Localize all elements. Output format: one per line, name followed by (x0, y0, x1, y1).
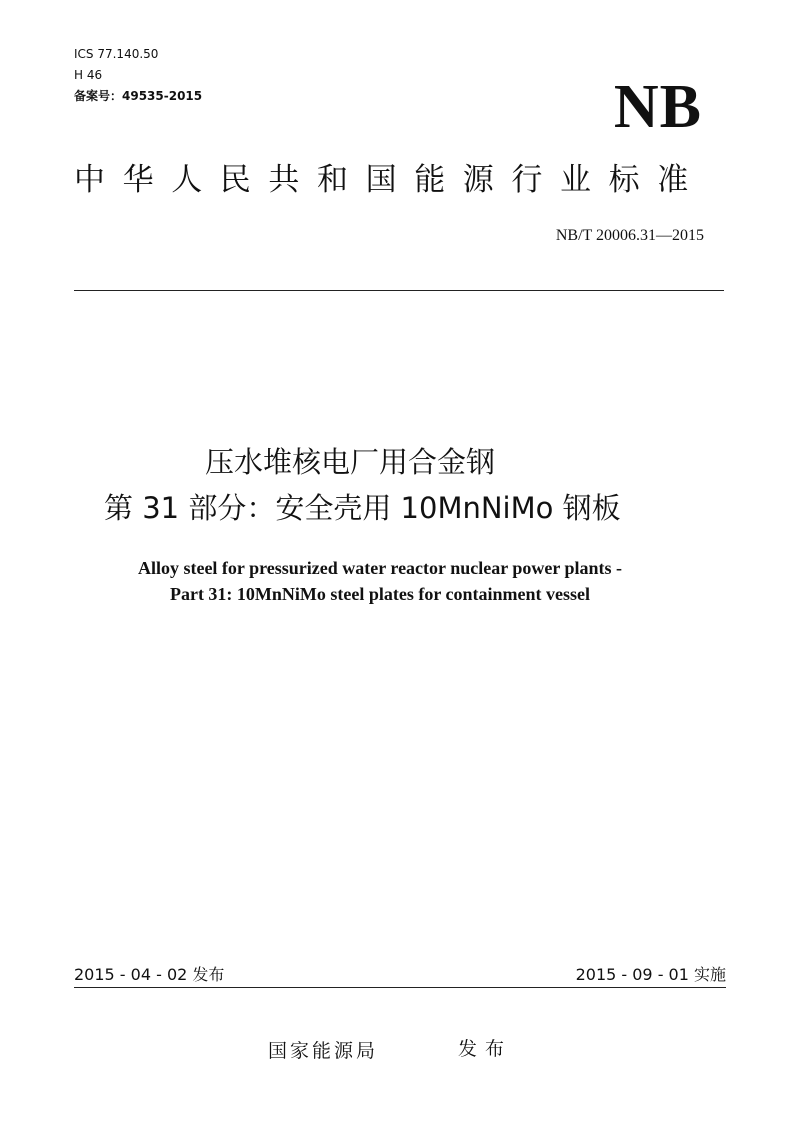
ccs-code: H 46 (74, 68, 103, 82)
top-divider (74, 290, 724, 291)
implementation-date: 2015 - 09 - 01 实施 (575, 965, 726, 984)
chinese-title-line-1: 压水堆核电厂用合金钢 (205, 445, 496, 479)
record-number: 备案号：49535-2015 (74, 89, 203, 103)
issue-date: 2015 - 04 - 02 发布 (74, 965, 225, 984)
standard-type-heading: 中华人民共和国能源行业标准 (74, 162, 706, 198)
nb-logo: NB (613, 73, 702, 141)
english-title-line-1: Alloy steel for pressurized water reactor nuclear power plants - (137, 558, 623, 578)
issuing-authority: 国家能源局 (268, 1040, 379, 1062)
chinese-title-line-2: 第 31 部分：安全壳用 10MnNiMo 钢板 (104, 491, 621, 525)
issued-label: 发布 (458, 1038, 513, 1060)
bottom-divider (74, 987, 726, 988)
standard-number: NB/T 20006.31—2015 (555, 227, 704, 244)
english-title-line-2: Part 31: 10MnNiMo steel plates for containment vessel (169, 584, 591, 604)
ics-code: ICS 77.140.50 (74, 47, 159, 61)
